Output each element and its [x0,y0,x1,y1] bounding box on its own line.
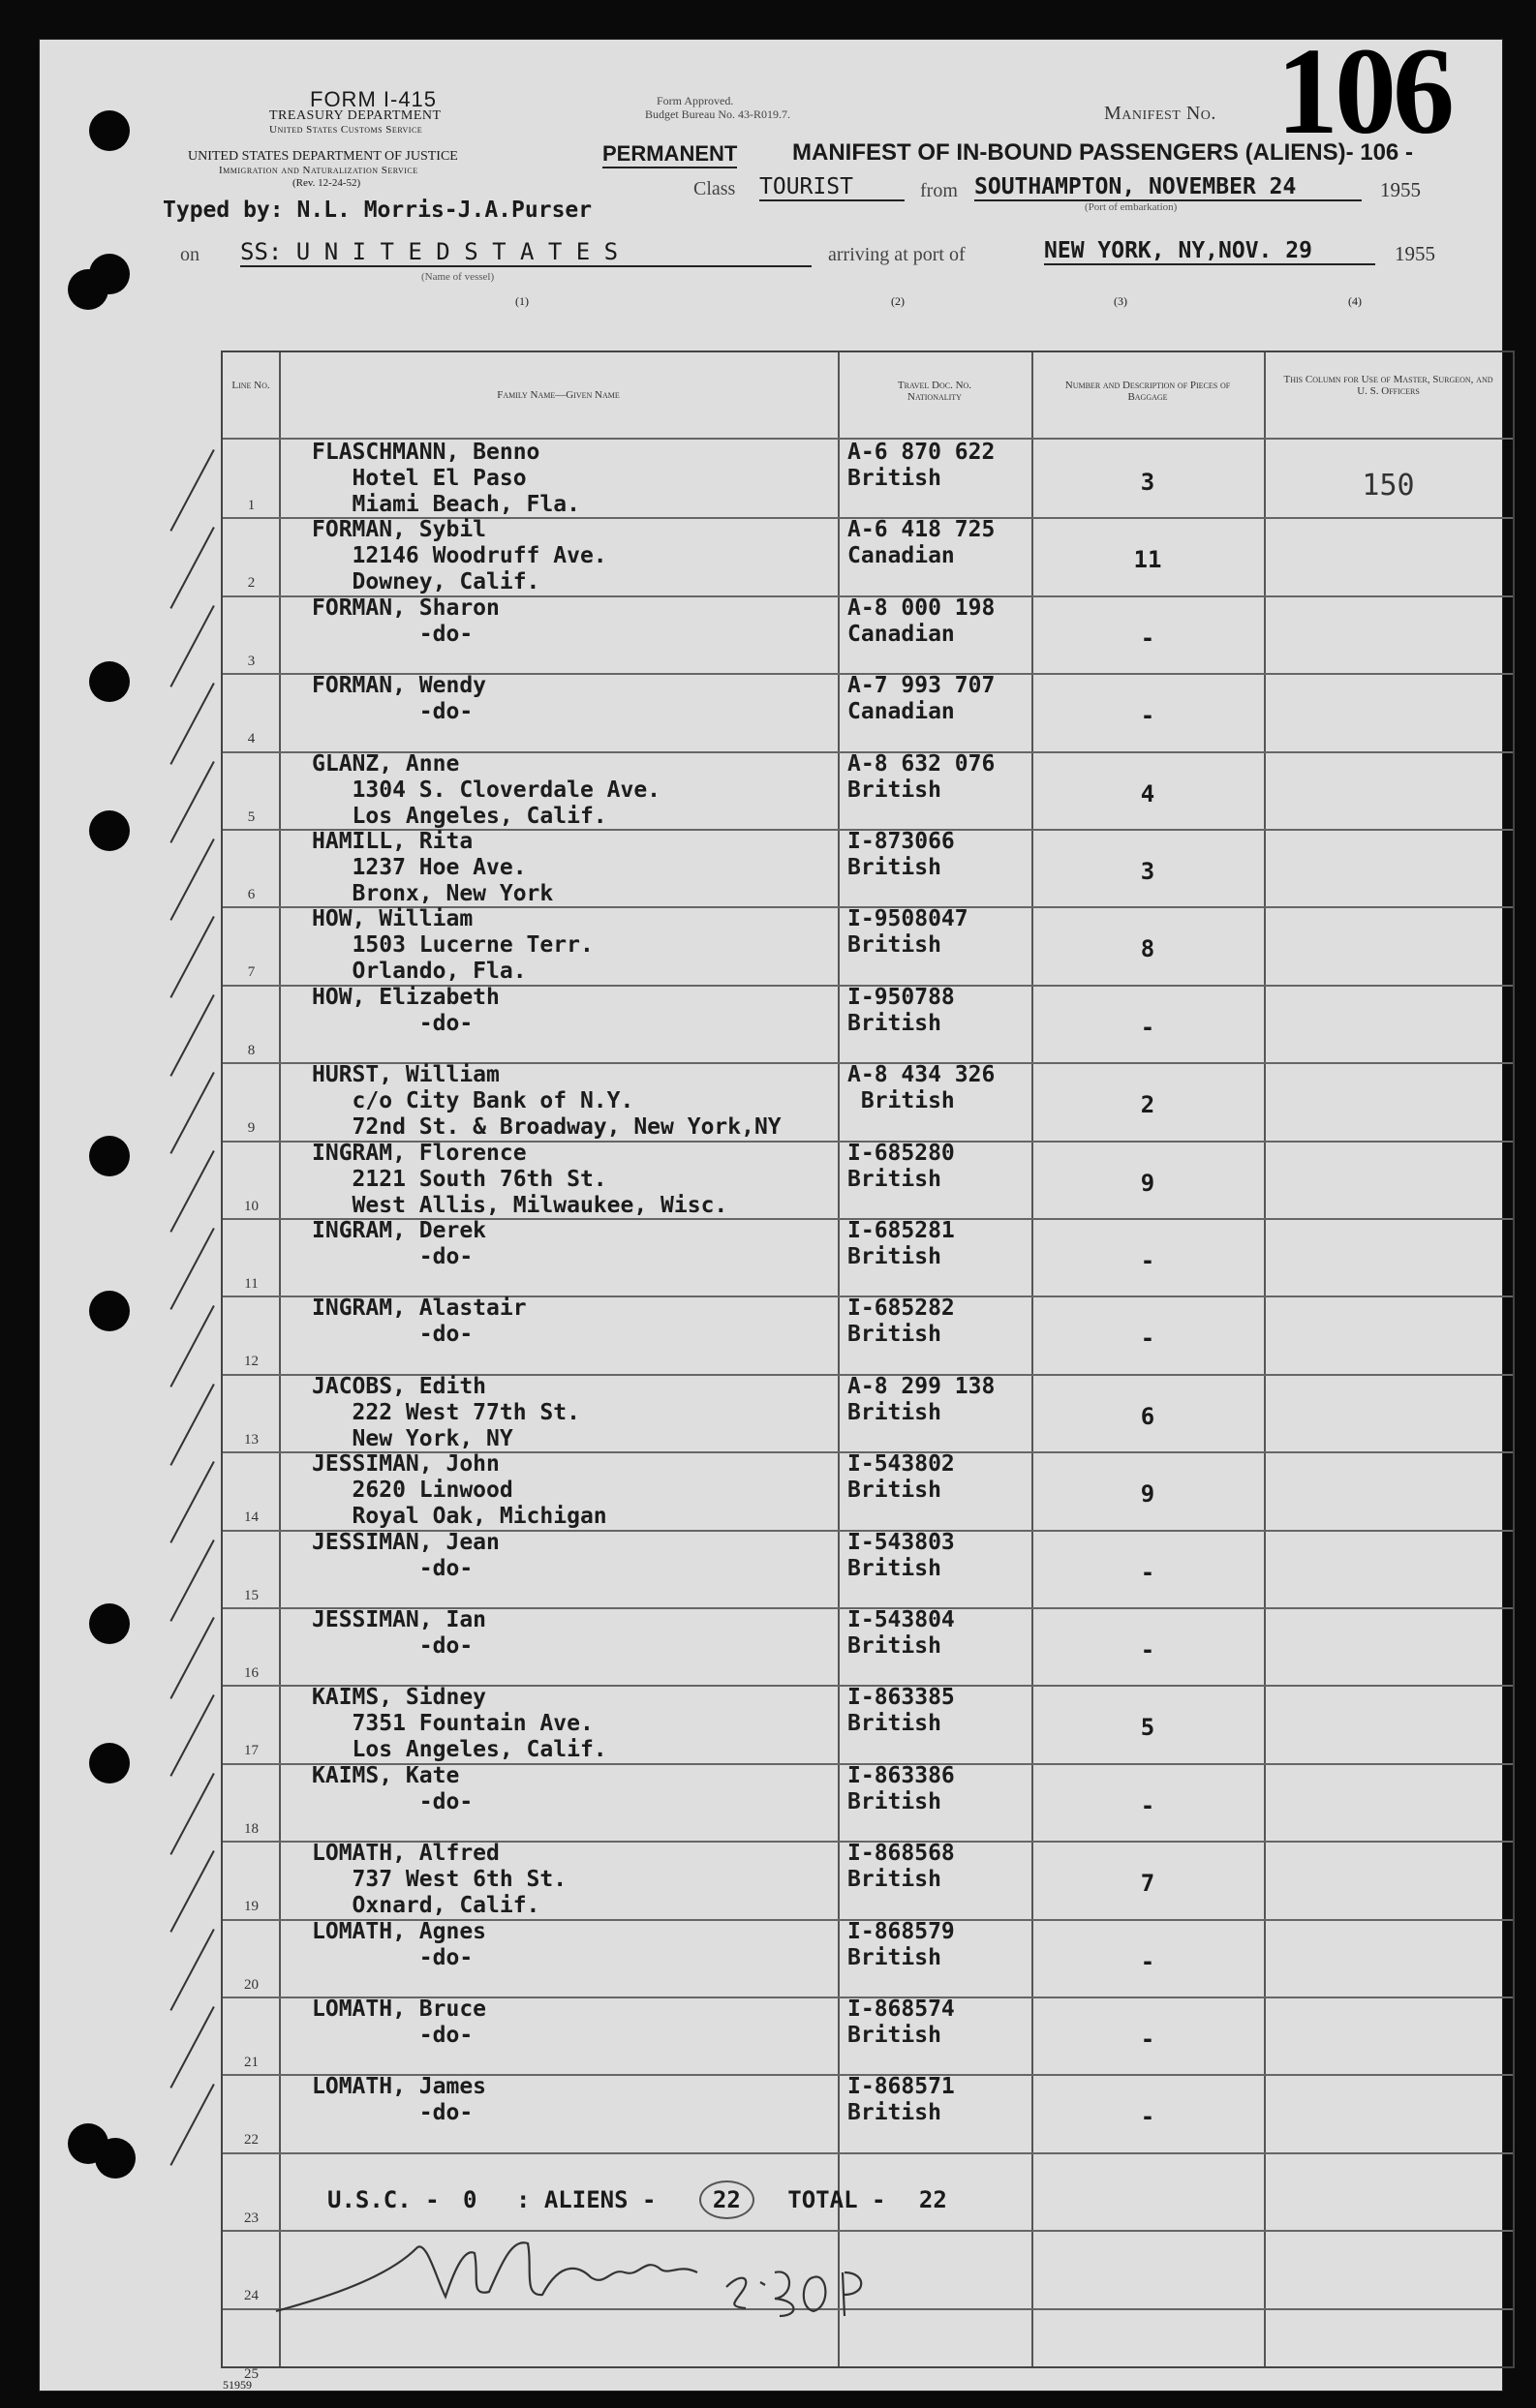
punch-hole [89,1291,130,1331]
arriving-value: NEW YORK, NY,NOV. 29 [1044,238,1375,265]
passenger-name: FORMAN, Sharon -do- [312,594,500,647]
table-row [223,1685,1513,1762]
col-header-officers: This Column for Use of Master, Surgeon, and U. S. Officers [1283,374,1493,397]
check-mark [169,1929,218,2013]
table-row [223,1062,1513,1140]
travel-document: A-7 993 707 Canadian [847,673,996,725]
arriving-year: 1955 [1395,242,1435,265]
total-value: 22 [918,2186,947,2213]
col-index-3: (3) [1114,294,1127,308]
table-row [223,751,1513,829]
table-row [223,1997,1513,2074]
baggage-count: 2 [1140,1091,1155,1119]
line-number: 14 [244,1509,259,1526]
usc-value: 0 [463,2186,477,2213]
class-value: TOURIST [759,174,905,201]
col-header-name: Family Name—Given Name [497,389,620,401]
table-row [223,1141,1513,1218]
punch-hole [89,110,130,151]
travel-document: I-868574 British [847,1997,955,2048]
line-number: 10 [244,1198,259,1214]
line-number: 25 [244,2365,259,2382]
form-approved: Form Approved. [657,94,734,107]
check-mark [169,1150,218,1234]
punch-hole [89,1743,130,1783]
line-number: 12 [244,1354,259,1370]
aliens-label: : ALIENS - [515,2186,657,2213]
vessel-name: SS: U N I T E D S T A T E S [240,238,812,267]
budget-bureau: Budget Bureau No. 43-R019.7. [645,107,790,121]
revision: (Rev. 12-24-52) [292,177,361,189]
table-row [223,517,1513,594]
passenger-name: INGRAM, Derek -do- [312,1218,487,1269]
passenger-name: LOMATH, Agnes -do- [312,1918,487,1970]
vessel-caption: (Name of vessel) [421,271,495,283]
ins-label: Immigration and Naturalization Service [219,165,418,176]
travel-document: I-543803 British [847,1529,955,1581]
check-mark [169,527,218,611]
table-row [223,1218,1513,1295]
line-number: 8 [247,1042,256,1058]
table-row [223,1374,1513,1451]
baggage-count: 8 [1140,935,1155,963]
passenger-name: JESSIMAN, John 2620 Linwood Royal Oak, Michigan [312,1451,607,1530]
line-number: 18 [244,1820,259,1837]
passenger-name: HURST, William c/o City Bank of N.Y. 72nd St. & Broadway, New York,NY [312,1062,782,1141]
travel-document: A-8 632 076 British [847,750,996,803]
check-mark [169,761,218,845]
travel-document: I-543804 British [847,1607,955,1659]
aliens-value: 22 [699,2180,754,2219]
check-mark [169,605,218,689]
passenger-name: FLASCHMANN, Benno Hotel El Paso Miami Beach, Fla. [312,440,580,517]
check-mark [169,1539,218,1624]
baggage-count: - [1140,1636,1155,1663]
from-label: from [920,180,958,201]
table-row [223,906,1513,984]
punch-hole [95,2138,136,2179]
line-number: 6 [247,887,256,902]
travel-document: I-685280 British [847,1140,955,1192]
check-mark [169,449,218,533]
col-header-baggage: Number and Description of Pieces of Baggage [1064,380,1231,403]
baggage-count: - [1140,624,1155,652]
manifest-page [39,22,1503,2392]
baggage-count: - [1140,2103,1155,2131]
passenger-name: KAIMS, Sidney 7351 Fountain Ave. Los Angeles, Calif. [312,1685,607,1763]
table-row [223,1451,1513,1529]
baggage-count: 4 [1140,779,1155,808]
on-label: on [180,244,200,265]
passenger-name: GLANZ, Anne 1304 S. Cloverdale Ave. Los Angeles, Calif. [312,750,661,829]
travel-document: I-543802 British [847,1451,955,1504]
from-value: SOUTHAMPTON, NOVEMBER 24 [974,174,1362,201]
col-header-line: Line No. [231,380,270,391]
baggage-count: 6 [1140,1402,1155,1430]
check-mark [169,1773,218,1857]
inspector-signature [271,2219,949,2335]
baggage-count: - [1140,1013,1155,1041]
travel-document: A-8 434 326 British [847,1062,996,1114]
passenger-name: LOMATH, Alfred 737 West 6th St. Oxnard, Calif. [312,1841,568,1919]
table-row [223,1607,1513,1685]
baggage-count: - [1140,1247,1155,1274]
check-mark [169,1461,218,1545]
check-mark [169,1694,218,1779]
check-mark [169,1617,218,1701]
check-mark [169,2006,218,2090]
travel-document: A-8 000 198 Canadian [847,594,996,647]
line-number: 9 [247,1120,256,1137]
col-index-2: (2) [891,294,905,308]
col-index-1: (1) [515,294,529,308]
passenger-name: INGRAM, Florence 2121 South 76th St. West Allis, Milwaukee, Wisc. [312,1140,728,1218]
line-number: 1 [247,498,256,513]
arriving-label: arriving at port of [828,244,966,265]
check-mark [169,1384,218,1468]
check-mark [169,1850,218,1935]
check-mark [169,2084,218,2168]
table-row [223,595,1513,673]
line-number: 3 [247,653,256,669]
baggage-count: 7 [1140,1870,1155,1898]
passenger-name: JACOBS, Edith 222 West 77th St. New York, NY [312,1373,580,1451]
travel-document: I-685281 British [847,1218,955,1269]
passenger-name: FORMAN, Wendy -do- [312,673,487,725]
check-mark [169,994,218,1079]
travel-document: I-950788 British [847,984,955,1036]
footer-code: 51959 [223,2378,252,2392]
port-caption: (Port of embarkation) [1085,201,1178,213]
baggage-count: 9 [1140,1480,1155,1509]
passenger-name: KAIMS, Kate -do- [312,1762,474,1814]
punch-hole [89,1136,130,1176]
check-mark [169,1072,218,1156]
line-number: 5 [247,808,256,825]
baggage-count: 3 [1140,469,1155,496]
line-number: 15 [244,1587,259,1603]
manifest-number-label: Manifest No. [1104,103,1216,124]
baggage-count: - [1140,1791,1155,1819]
passenger-name: INGRAM, Alastair -do- [312,1295,527,1348]
baggage-count: - [1140,2026,1155,2053]
travel-document: I-868571 British [847,2074,955,2126]
check-mark [169,1305,218,1389]
check-mark [169,916,218,1000]
permanent-label: PERMANENT [602,141,737,168]
punch-hole [89,810,130,851]
baggage-count: 9 [1140,1169,1155,1197]
col-index-4: (4) [1348,294,1362,308]
line-number: 4 [247,731,256,747]
line-number: 13 [244,1431,259,1448]
line-number: 17 [244,1743,259,1759]
col-header-doc: Travel Doc. No. Nationality [897,380,972,403]
line-number: 22 [244,2132,259,2149]
travel-document: I-685282 British [847,1295,955,1348]
table-row [223,1841,1513,1918]
table-row [223,829,1513,906]
passenger-table [221,351,1515,2382]
table-row [223,1919,1513,1997]
line-number: 2 [247,575,256,592]
table-row [223,1530,1513,1607]
travel-document: A-6 870 622 British [847,440,996,491]
passenger-name: HAMILL, Rita 1237 Hoe Ave. Bronx, New York [312,829,554,906]
baggage-count: 3 [1140,858,1155,885]
travel-document: I-868579 British [847,1918,955,1970]
passenger-name: HOW, William 1503 Lucerne Terr. Orlando, Fla. [312,906,594,985]
line-number: 7 [247,964,256,981]
table-row [223,440,1513,517]
passenger-name: LOMATH, Bruce -do- [312,1997,487,2048]
baggage-count: - [1140,1947,1155,1975]
travel-document: I-868568 British [847,1841,955,1893]
travel-document: I-9508047 British [847,906,968,959]
passenger-name: HOW, Elizabeth -do- [312,984,500,1036]
justice-dept: UNITED STATES DEPARTMENT OF JUSTICE [188,149,458,164]
table-row [223,2074,1513,2151]
line-number: 21 [244,2055,259,2070]
check-mark [169,1228,218,1312]
travel-document: I-863385 British [847,1685,955,1737]
usc-label: U.S.C. - [327,2186,440,2213]
passenger-name: JESSIMAN, Ian -do- [312,1607,487,1659]
check-mark [169,683,218,767]
line-number: 24 [244,2288,259,2304]
manifest-title: MANIFEST OF IN-BOUND PASSENGERS (ALIENS)- 106 - [792,139,1413,166]
passenger-name: FORMAN, Sybil 12146 Woodruff Ave. Downey, Calif. [312,517,607,595]
travel-document: I-873066 British [847,829,955,880]
class-label: Class [693,178,736,199]
passenger-name: JESSIMAN, Jean -do- [312,1529,500,1581]
table-row [223,985,1513,1062]
line-number: 19 [244,1899,259,1915]
table-row [223,1295,1513,1373]
line-number: 16 [244,1665,259,1681]
travel-document: I-863386 British [847,1762,955,1814]
check-mark [169,838,218,923]
baggage-count: 5 [1140,1714,1155,1742]
from-year: 1955 [1380,178,1421,201]
table-row [223,1763,1513,1841]
line-number: 23 [244,2210,259,2226]
punch-hole [89,254,130,294]
manifest-number-stamp: 106 [1276,22,1451,160]
punch-hole [89,661,130,702]
table-row [223,673,1513,750]
officer-note: 150 [1362,469,1415,503]
travel-document: A-6 418 725 Canadian [847,517,996,569]
total-label: TOTAL - [787,2186,886,2213]
totals-line [327,2180,947,2219]
travel-document: A-8 299 138 British [847,1373,996,1425]
customs-service: United States Customs Service [269,124,423,136]
line-number: 20 [244,1976,259,1993]
punch-hole [89,1603,130,1644]
baggage-count: 11 [1133,546,1162,574]
line-number: 11 [244,1276,259,1292]
typed-by: Typed by: N.L. Morris-J.A.Purser [163,198,593,223]
treasury-dept: TREASURY DEPARTMENT [269,108,442,123]
baggage-count: - [1140,1558,1155,1586]
baggage-count: - [1140,1325,1155,1353]
passenger-name: LOMATH, James -do- [312,2074,487,2126]
form-number: FORM I-415 [310,87,438,111]
baggage-count: - [1140,702,1155,730]
